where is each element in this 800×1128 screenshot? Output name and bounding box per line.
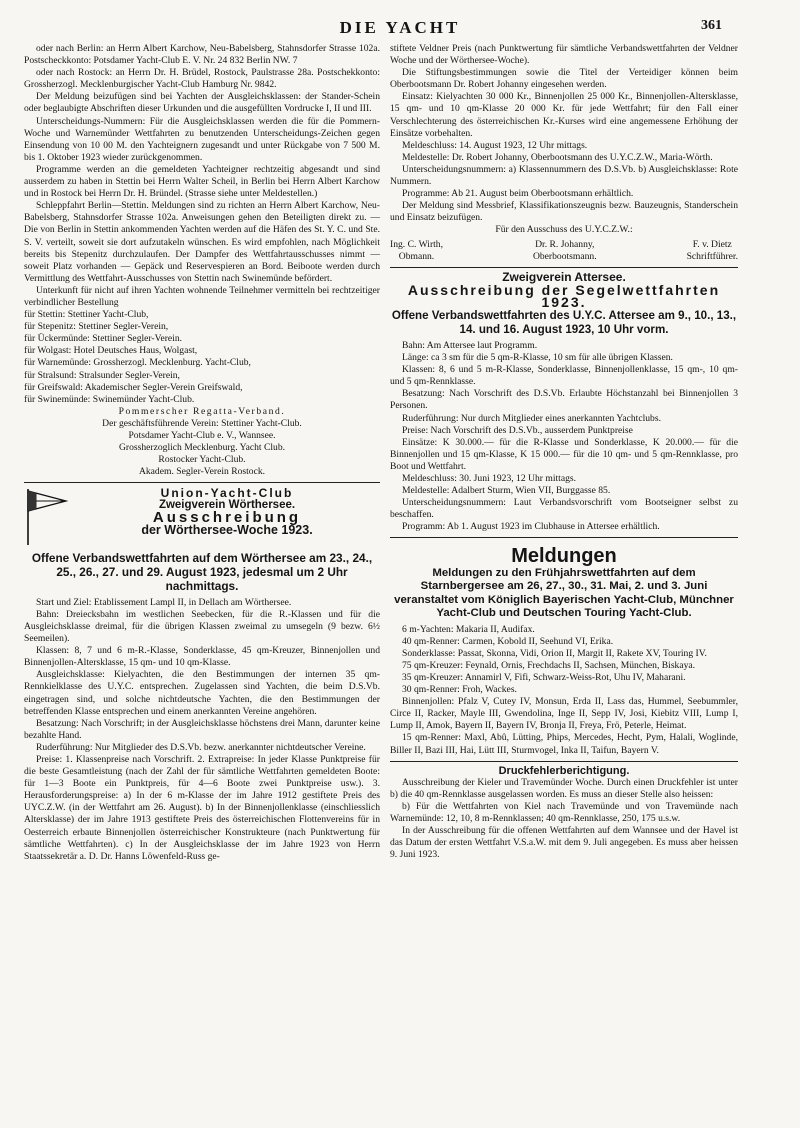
regatta-line: Akadem. Segler-Verein Rostock. — [138, 466, 266, 478]
list-item: für Stralsund: Stralsunder Segler-Verein, — [24, 369, 180, 381]
paragraph: Ausgleichsklasse: Kielyachten, die den Bestimmungen der internen 35 qm-Rennkielklasse des U.Y.C. entsprechen. Zugelassen sind Yachten, die beim D.S.Vb. eingetragen sind, und solche nichtdeutsche Yachten, die den Bestimmungen der betreffenden Klasse entsprechen und einem anerkannten Vereine angehören. — [24, 669, 380, 717]
paragraph: Start und Ziel: Etablissement Lampl II, in Dellach am Wörthersee. — [36, 596, 292, 608]
paragraph: Bahn: Dreiecksbahn im westlichen Seebecken, für die R.-Klassen und für die Ausgleichsklasse dreimal, für die übrigen Klassen zweimal zu umsegeln (9 bezw. 6½ Seemeilen). — [24, 608, 380, 645]
paragraph: Die Stiftungsbestimmungen sowie die Titel der Verteidiger können beim Oberbootsmann Dr. Robert Johanny eingesehen werden. — [390, 67, 738, 91]
regatta-verband: Pommerscher Regatta-Verband. — [118, 405, 286, 417]
paragraph: Unterkunft für nicht auf ihren Yachten wohnende Teilnehmer vermitteln bei rechtzeitiger verbindlicher Bestellung — [24, 284, 380, 308]
page-header — [0, 18, 800, 40]
entry-line: 6 m-Yachten: Makaria II, Audifax. — [402, 623, 535, 635]
section-heading: Zweigverein Attersee. — [502, 269, 626, 284]
paragraph: Besatzung: Nach Vorschrift des D.S.Vb. Erlaubte Höchstanzahl bei Binnenjollen 3 Personen. — [390, 388, 738, 412]
paragraph: Klassen: 8, 7 und 6 m-R.-Klasse, Sonderklasse, 45 qm-Kreuzer, Binnenjollen und Binnenjollen-Altersklasse, 15 qm- und 10 qm-Klasse. — [24, 645, 380, 669]
section-heading: Druckfehlerberichtigung. — [498, 764, 630, 777]
divider — [24, 482, 380, 483]
paragraph: Preise: 1. Klassenpreise nach Vorschrift. 2. Extrapreise: In jeder Klasse Punktpreise für die beste Gesamtleistung (nach der Zahl der für sämtliche Wettfahrten gemeldeten Boote: für 1—3 Boote ein Punktpreis, für 4—6 Boote zwei Punktpreise usw.). 3. Herausforderungspreise: a) In der 6 m-Klasse der im Jahre 1912 gestiftete Preis des UYC.Z.W. (in der Wettfahrt am 26. August). b) In der Binnenjollenklasse (einschliesslich Altersklasse) der im Jahre 1913 gestiftete Preis des österreichischen Flottenvereins für in Oesterreich erbaute Binnenjollen österreichischer Konstrukteure (nach Punktwertung für sämtliche Wettfahrten). c) In der Ausgleichsklasse der im Jahre 1923 von Herrn Staatssekretär a. D. Dr. Hanns Löwenfeld-Russ ge- — [24, 753, 380, 862]
entry-line: 30 qm-Renner: Froh, Wackes. — [402, 684, 517, 696]
lodging-list — [24, 309, 380, 406]
section-title: Meldungen — [511, 545, 617, 568]
left-column — [24, 43, 380, 863]
regatta-line: Potsdamer Yacht-Club e. V., Wannsee. — [128, 430, 276, 441]
paragraph: Besatzung: Nach Vorschrift; in der Ausgleichsklasse höchstens drei Mann, darunter keine bezahlte Hand. — [24, 717, 380, 741]
signer: F. v. Dietz Schriftführer. — [686, 238, 738, 262]
club-branch: Zweigverein Wörthersee. — [158, 499, 296, 512]
entry-line: 35 qm-Kreuzer: Annamirl V, Fifi, Schwarz-Weiss-Rot, Uhu IV, Maharani. — [402, 671, 686, 683]
paragraph: Ausschreibung der Kieler und Travemünder Woche. Durch einen Druckfehler ist unter b) die 40 qm-Rennklasse ausgelassen worden. Es muss an dieser Stelle also heissen: — [390, 776, 738, 800]
section-subtitle: Meldungen zu den Frühjahrswettfahrten auf dem Starnbergersee am 26, 27., 30., 31. Mai, 2. und 3. Juni veranstaltet vom Königlich Bayerischen Yacht-Club, Münchner Yacht-Club und Deutschen Touring Yacht-Club. — [394, 566, 734, 620]
entry-line: 75 qm-Kreuzer: Feynald, Ornis, Frechdachs II, Sachsen, München, Biskaya. — [402, 659, 696, 671]
paragraph: Programme werden an die gemeldeten Yachteigner rechtzeitig abgesandt und sind ausserdem zu haben in Stettin bei Herrn Walter Scheil, in Berlin bei Herrn Albert Karchow und in Rostock bei Herrn Dr. H. Bründel. (Strasse siehe unter Meldestellen.) — [24, 163, 380, 200]
paragraph: Klassen: 8, 6 und 5 m-R-Klasse, Sonderklasse, Binnenjollenklasse, 15 qm-, 10 qm- und 5 qm-Rennklasse. — [390, 364, 738, 388]
signer: Dr. R. Johanny, Oberbootsmann. — [532, 238, 597, 262]
paragraph: Meldestelle: Dr. Robert Johanny, Oberbootsmann des U.Y.C.Z.W., Maria-Wörth. — [402, 151, 713, 163]
club-pennant-icon — [24, 487, 68, 547]
regatta-line: Rostocker Yacht-Club. — [158, 454, 246, 466]
entry-line: Binnenjollen: Pfalz V, Cutey IV, Monsun, Erda II, Lass das, Hummel, Seebummler, Circe II, Racker, Mayle III, Gwendolina, Inge II, Sepp IV, Josi, Kiebitz VIII, Lump I, Lump II, Amok, Bayern II, Bayern IV, Bronja II, Freya, Frö, Peterle, Heimat. — [390, 696, 738, 732]
announcement-title: Ausschreibung — [152, 508, 302, 526]
paragraph: Der Meldung beizufügen sind bei Yachten der Ausgleichsklassen: der Stander-Schein oder beglaubigte Abschriften dieser Urkunden und die ausgefüllten Vordrucke I, II und III. — [24, 91, 380, 115]
list-item: für Wolgast: Hotel Deutsches Haus, Wolgast, — [24, 345, 198, 357]
committee-line: Für den Ausschuss des U.Y.C.Z.W.: — [495, 224, 633, 236]
paragraph: Unterscheidungs-Nummern: Für die Ausgleichsklassen werden die für die Pommern-Woche und Warnemünder Wettfahrten zu benutzenden Unterscheidungs-Zeichen gegen Einsendung von 10 00 M. den Yachteignern zugesandt und unter Rückgabe von 7 500 M. bis 1. Oktober 1923 wieder zurückgenommen. — [24, 115, 380, 163]
paragraph: Unterscheidungsnummern: a) Klassennummern des D.S.Vb. b) Ausgleichsklasse: Rote Nummern. — [390, 163, 738, 188]
divider — [390, 537, 738, 538]
paragraph: Ruderführung: Nur Mitglieder des D.S.Vb. bezw. anerkannter nichtdeutscher Vereine. — [36, 741, 366, 753]
paragraph: Meldeschluss: 14. August 1923, 12 Uhr mittags. — [402, 139, 588, 151]
signatures — [390, 239, 738, 263]
list-item: für Warnemünde: Grossherzogl. Mecklenburg. Yacht-Club, — [24, 357, 251, 369]
journal-title: DIE YACHT — [339, 18, 461, 37]
announcement-subtitle: Offene Verbandswettfahrten des U.Y.C. Attersee am 9., 10., 13., 14. und 16. August 1923, 10 Uhr vorm. — [391, 308, 737, 336]
paragraph: b) Für die Wettfahrten von Kiel nach Travemünde und von Travemünde nach Warnemünde: 12, 10, 8 m-Rennklassen; 40 qm-Rennklasse, 250, 175 u.s.w. — [390, 800, 738, 824]
signer: Ing. C. Wirth, Obmann. — [390, 238, 443, 262]
paragraph: Unterscheidungsnummern: Laut Verbandsvorschrift vom Bootseigner selbst zu beschaffen. — [390, 497, 738, 521]
paragraph: Programm: Ab 1. August 1923 im Clubhause in Attersee erhältlich. — [402, 521, 660, 533]
paragraph: Einsätze: K 30.000.— für die R-Klasse und Sonderklasse, K 20.000.— für die Binnenjollen und 15 qm-Klasse, K 15 000.— für die 10 qm- und 5 qm-Rennklasse, pro Boot und Wettfahrt. — [390, 436, 738, 472]
union-yacht-club-heading — [24, 487, 380, 547]
regatta-line: Der geschäftsführende Verein: Stettiner Yacht-Club. — [102, 417, 302, 429]
entry-line: 40 qm-Renner: Carmen, Kobold II, Seehund VI, Erika. — [402, 635, 614, 647]
page-number: 361 — [701, 18, 722, 33]
section-heading: Offene Verbandswettfahrten auf dem Wörthersee am 23., 24., 25., 26., 27. und 29. August 1923, jedesmal um 2 Uhr nachmittags. — [31, 551, 373, 593]
announcement-subtitle: der Wörthersee-Woche 1923. — [141, 522, 313, 537]
regatta-line: Grossherzoglich Mecklenburg. Yacht Club. — [118, 442, 286, 454]
paragraph: Programme: Ab 21. August beim Oberbootsmann erhältlich. — [402, 188, 634, 200]
paragraph: stiftete Veldner Preis (nach Punktwertung für sämtliche Verbandswettfahrten der Veldner Woche und der Wörthersee-Woche). — [390, 43, 738, 67]
list-item: für Swinemünde: Swinemünder Yacht-Club. — [24, 393, 195, 405]
entry-line: 15 qm-Renner: Maxl, Abû, Lütting, Phips, Mercedes, Hecht, Pym, Halali, Woglinde, Biller II, Bazi III, Hai, Lütt III, Sturmvogel, Inka II, Taifun, Bayern V. — [390, 732, 738, 756]
right-column — [390, 43, 738, 861]
list-item: für Stettin: Stettiner Yacht-Club, — [24, 309, 149, 321]
paragraph: Der Meldung sind Messbrief, Klassifikationszeugnis bezw. Bauzeugnis, Standerschein und Einsatz beizufügen. — [390, 200, 738, 224]
paragraph: Einsatz: Kielyachten 30 000 Kr., Binnenjollen 25 000 Kr., Binnenjollen-Altersklasse, 15 qm- und 10 qm-Klasse 20 000 Kr. für jede Wettfahrt; für den Fall einer Verschlechterung des österreichischen Kr.-Kurses wird eine angemessene Erhöhung der Einsätze vorbehalten. — [390, 91, 738, 139]
club-name: Union-Yacht-Club — [160, 486, 294, 501]
list-item: für Ückermünde: Stettiner Segler-Verein. — [24, 333, 183, 345]
paragraph: Meldeschluss: 30. Juni 1923, 12 Uhr mittags. — [402, 473, 577, 484]
paragraph: Ruderführung: Nur durch Mitglieder eines anerkannten Yachtclubs. — [402, 412, 661, 424]
paragraph: Länge: ca 3 sm für die 5 qm-R-Klasse, 10 sm für alle übrigen Klassen. — [402, 352, 673, 364]
divider — [390, 761, 738, 762]
paragraph: Meldestelle: Adalbert Sturm, Wien VII, Burggasse 85. — [402, 485, 611, 497]
paragraph: Preise: Nach Vorschrift des D.S.Vb., ausserdem Punktpreise — [402, 424, 633, 436]
list-item: für Stepenitz: Stettiner Segler-Verein, — [24, 321, 169, 333]
paragraph: oder nach Rostock: an Herrn Dr. H. Brüdel, Rostock, Paulstrasse 28a. Postschekkonto: Grossherzogl. Mecklenburgischer Yacht-Club Hamburg Nr. 9842. — [24, 67, 380, 91]
paragraph: oder nach Berlin: an Herrn Albert Karchow, Neu-Babelsberg, Stahnsdorfer Strasse 102a. Postscheckkonto: Potsdamer Yacht-Club E. V. Nr. 24 832 Berlin NW. 7 — [24, 43, 380, 67]
paragraph: In der Ausschreibung für die offenen Wettfahrten auf dem Wannsee und der Havel ist das Datum der ersten Wettfahrt V.S.a.W. mit dem 9. Juli angegeben. Es muss aber heissen 9. Juni 1923. — [390, 825, 738, 861]
paragraph: Schleppfahrt Berlin—Stettin. Meldungen sind zu richten an Herrn Albert Karchow, Neu-Babelsberg, Stahnsdorfer Strasse 102a. Anweisungen gehen den Beteiligten direkt zu. — Die von Berlin in Stettin ankommenden Yachten werden auf die Häfen des St. Y. C. und Ste. S. V. verteilt, soweit sie dort aufzutakeln wünschen. Es wird empfohlen, nach Möglichkeit bereits bis Stepenitz durchzulaufen. Der Dampfer des Wettfahrtausschusses nimmt — soweit Platz vorhanden — Gepäck und Reservespieren an Bord. Beiboote werden durch Vermittlung des Wettfahrt-Ausschusses von Stettin nach Swinemünde befördert. — [24, 200, 380, 284]
entry-line: Sonderklasse: Passat, Skonna, Vidi, Orion II, Margit II, Rakete XV, Touring IV. — [402, 647, 707, 659]
paragraph: Bahn: Am Attersee laut Programm. — [402, 339, 538, 351]
announcement-title: Ausschreibung der Segelwettfahrten 1923. — [407, 281, 721, 310]
divider — [390, 267, 738, 268]
list-item: für Greifswald: Akademischer Segler-Verein Greifswald, — [24, 381, 243, 393]
